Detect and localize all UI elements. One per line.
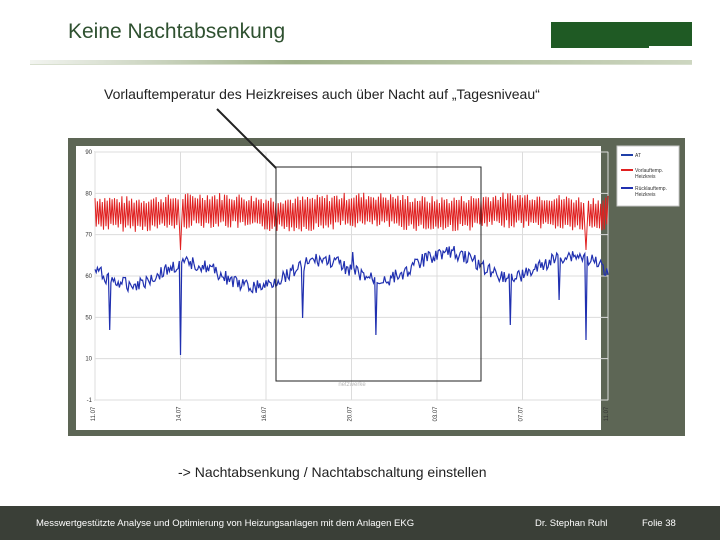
legend-label: Rücklauftemp. Heizkreis xyxy=(635,186,667,198)
x-tick-label: 20.07 xyxy=(347,406,354,422)
slide-title: Keine Nachtabsenkung xyxy=(68,20,286,43)
x-tick-label: 03.07 xyxy=(433,406,439,422)
footer-author: Dr. Stephan Ruhl xyxy=(535,518,608,529)
footer-page-number: Folie 38 xyxy=(642,518,676,529)
y-tick-label: -1 xyxy=(86,398,92,404)
y-tick-label: 70 xyxy=(85,232,92,239)
y-tick-label: 90 xyxy=(85,150,92,156)
y-tick-label: 50 xyxy=(85,315,92,322)
callout-arrow xyxy=(217,109,276,168)
x-tick-label: 11.07 xyxy=(91,406,97,422)
footer-title: Messwertgestützte Analyse und Optimierung von Heizungsanlagen mit dem Anlagen EKG xyxy=(36,518,415,529)
annotation-text: Vorlauftemperatur des Heizkreises auch über Nacht auf „Tagesniveau“ xyxy=(104,86,540,102)
x-tick-label: 07.07 xyxy=(518,406,525,422)
x-tick-label: 11.07 xyxy=(604,406,610,422)
slide-caption: -> Nachtabsenkung / Nachtabschaltung einstellen xyxy=(178,464,487,480)
y-tick-label: 60 xyxy=(85,274,92,280)
legend-label: Vorlauftemp. Heizkreis xyxy=(635,168,664,180)
x-tick-label: 16.07 xyxy=(262,406,268,422)
y-tick-label: 80 xyxy=(85,191,92,198)
y-tick-label: 10 xyxy=(85,356,92,363)
legend-label: AT xyxy=(635,153,642,159)
chart-watermark: netzwerke xyxy=(338,382,366,388)
x-tick-label: 14.07 xyxy=(176,406,183,422)
